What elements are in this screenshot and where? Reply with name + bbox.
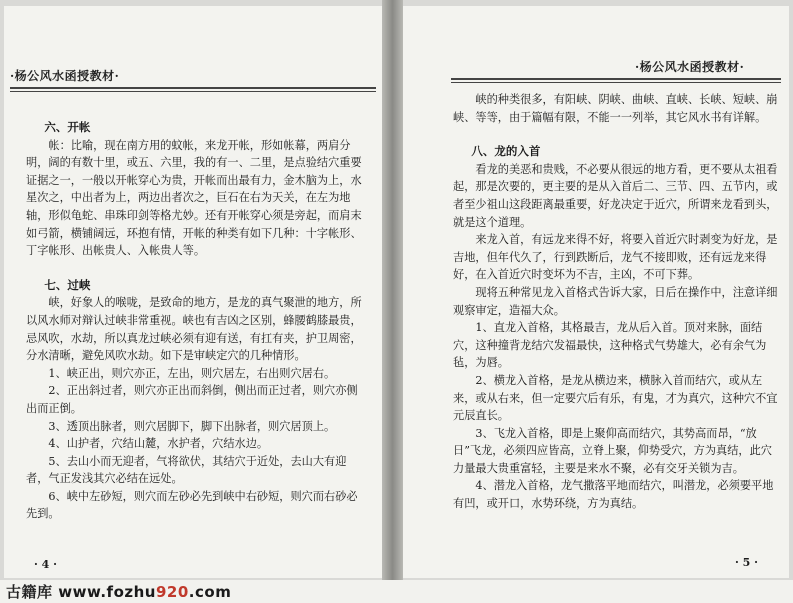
right-page-body xyxy=(453,91,781,513)
page-number-right: · 5 · xyxy=(735,556,758,569)
watermark-site-name: 古籍库 xyxy=(6,583,53,601)
paragraph-gap xyxy=(26,260,366,277)
watermark-url-suffix: .com xyxy=(188,583,232,601)
section-6-title: 六、开帐 xyxy=(44,120,91,134)
left-header-title: ·杨公风水函授教材· xyxy=(10,69,120,83)
list-item: 1、峡正出，则穴亦正，左出，则穴居左，右出则穴居右。 xyxy=(48,366,336,380)
list-item: 5、去山小而无迎者，气将欲伏，其结穴于近处，去山大有迎者，气正发浅其穴必结在远处。 xyxy=(26,454,347,486)
list-item: 1、直龙入首格，其格最吉，龙从后入首。顶对来脉，面结穴，这种撞背龙结穴发福最快，这种格式气势雄大，必有余气为毡，为唇。 xyxy=(453,321,767,370)
left-page-body xyxy=(26,119,366,523)
list-item: 3、透顶出脉者，则穴居脚下，脚下出脉者，则穴居顶上。 xyxy=(48,419,336,433)
list-item: 4、山护者，穴结山麓，水护者，穴结水边。 xyxy=(48,437,269,451)
watermark-url-number: 920 xyxy=(155,583,189,601)
watermark-url-prefix: www.fozhu xyxy=(58,583,156,601)
left-page xyxy=(4,6,382,578)
list-item: 6、峡中左砂短，则穴而左砂必先到峡中右砂短，则穴而右砂必先到。 xyxy=(26,489,358,521)
list-item: 2、横龙入首格，是龙从横边来，横脉入首而结穴，或从左来，或从右来，但一定要穴后有乐，有鬼，才为真穴，这种穴不宜元辰直长。 xyxy=(453,373,778,423)
section-8-paragraph-1: 看龙的美恶和贵贱，不必要从很远的地方看，更不要从太祖看起，那是次要的，更主要的是从入首后二、三节、四、五节内，或者至少祖山这段距离最重要，好龙决定于近穴，所谓来龙看到头，就是这个道理。 xyxy=(453,162,778,229)
right-page xyxy=(403,6,789,578)
intro-paragraph: 峡的种类很多，有阳峡、阴峡、曲峡、直峡、长峡、短峡、崩峡、等等，由于篇幅有限，不能一一列举，其它风水书有详解。 xyxy=(453,93,778,124)
section-7-paragraph: 峡，好象人的喉咙，是致命的地方，是龙的真气聚泄的地方，所以风水师对辩认过峡非常重视。峡也有吉凶之区别，蜂腰鹤膝最贵，忌风吹，水劫，所以真龙过峡必须有迎有送，有扛有夹，护卫周密，分水清晰，避免风吹水劫。如下是审峡定穴的几种情形。 xyxy=(26,296,362,363)
page-number-left: · 4 · xyxy=(34,558,57,571)
section-8-paragraph-3: 现将五种常见龙入首格式告诉大家，日后在操作中，注意详细观察审定，造福大众。 xyxy=(453,285,778,317)
book-gutter xyxy=(382,0,403,580)
watermark xyxy=(6,581,231,602)
right-header-rule xyxy=(451,78,781,83)
section-8-title: 八、龙的入首 xyxy=(471,144,541,159)
right-header-title: ·杨公风水函授教材· xyxy=(635,60,745,74)
paragraph-gap xyxy=(453,126,781,143)
section-7-title: 七、过峡 xyxy=(44,277,91,292)
left-header-rule xyxy=(10,87,376,92)
list-item: 4、潜龙入首格，龙气撒落平地而结穴，叫潜龙，必须要平地有凹，或开口，水势环绕，方为真结。 xyxy=(453,479,774,511)
section-8-paragraph-2: 来龙入首，有远龙来得不好，将要入首近穴时剥变为好龙，是吉地，但年代久了，行到跌断后，龙气不接即败，还有远龙来得好，在入首近穴时变坏为不吉，主凶，不可下葬。 xyxy=(453,233,778,282)
list-item: 2、正出斜过者，则穴亦正出而斜倒，侧出而正过者，则穴亦侧出而正倒。 xyxy=(26,384,358,415)
watermark-bar xyxy=(0,580,793,603)
list-item: 3、飞龙入首格，即是上聚仰高而结穴，其势高而昂，“放日”飞龙，必须四应皆高，立脊上聚，仰势受穴，方为真结，此穴力量最大贵重富轻，主要是来水不聚，必有交牙关锁为吉。 xyxy=(453,426,772,475)
section-6-paragraph: 帐：比喻，现在南方用的蚊帐，来龙开帐，形如帐幕，两肩分明，阔的有数十里，或五、六里，我的有一、二里，是点验结穴重要证据之一，一般以开帐穿心为贵，开帐而出最有力，金木脑为上，水星次之，中出者为上，两边出者次之，巨石在右为天关，在左为地轴，形似龟蛇、串珠印剑等格尤妙。还有开帐穿心须是旁起，而肩末如弓箭，横铺阔远，环抱有情，开帐的种类有如下几种：十字帐形、丁字帐形、出帐贵人、入帐贵人等。 xyxy=(26,138,362,258)
